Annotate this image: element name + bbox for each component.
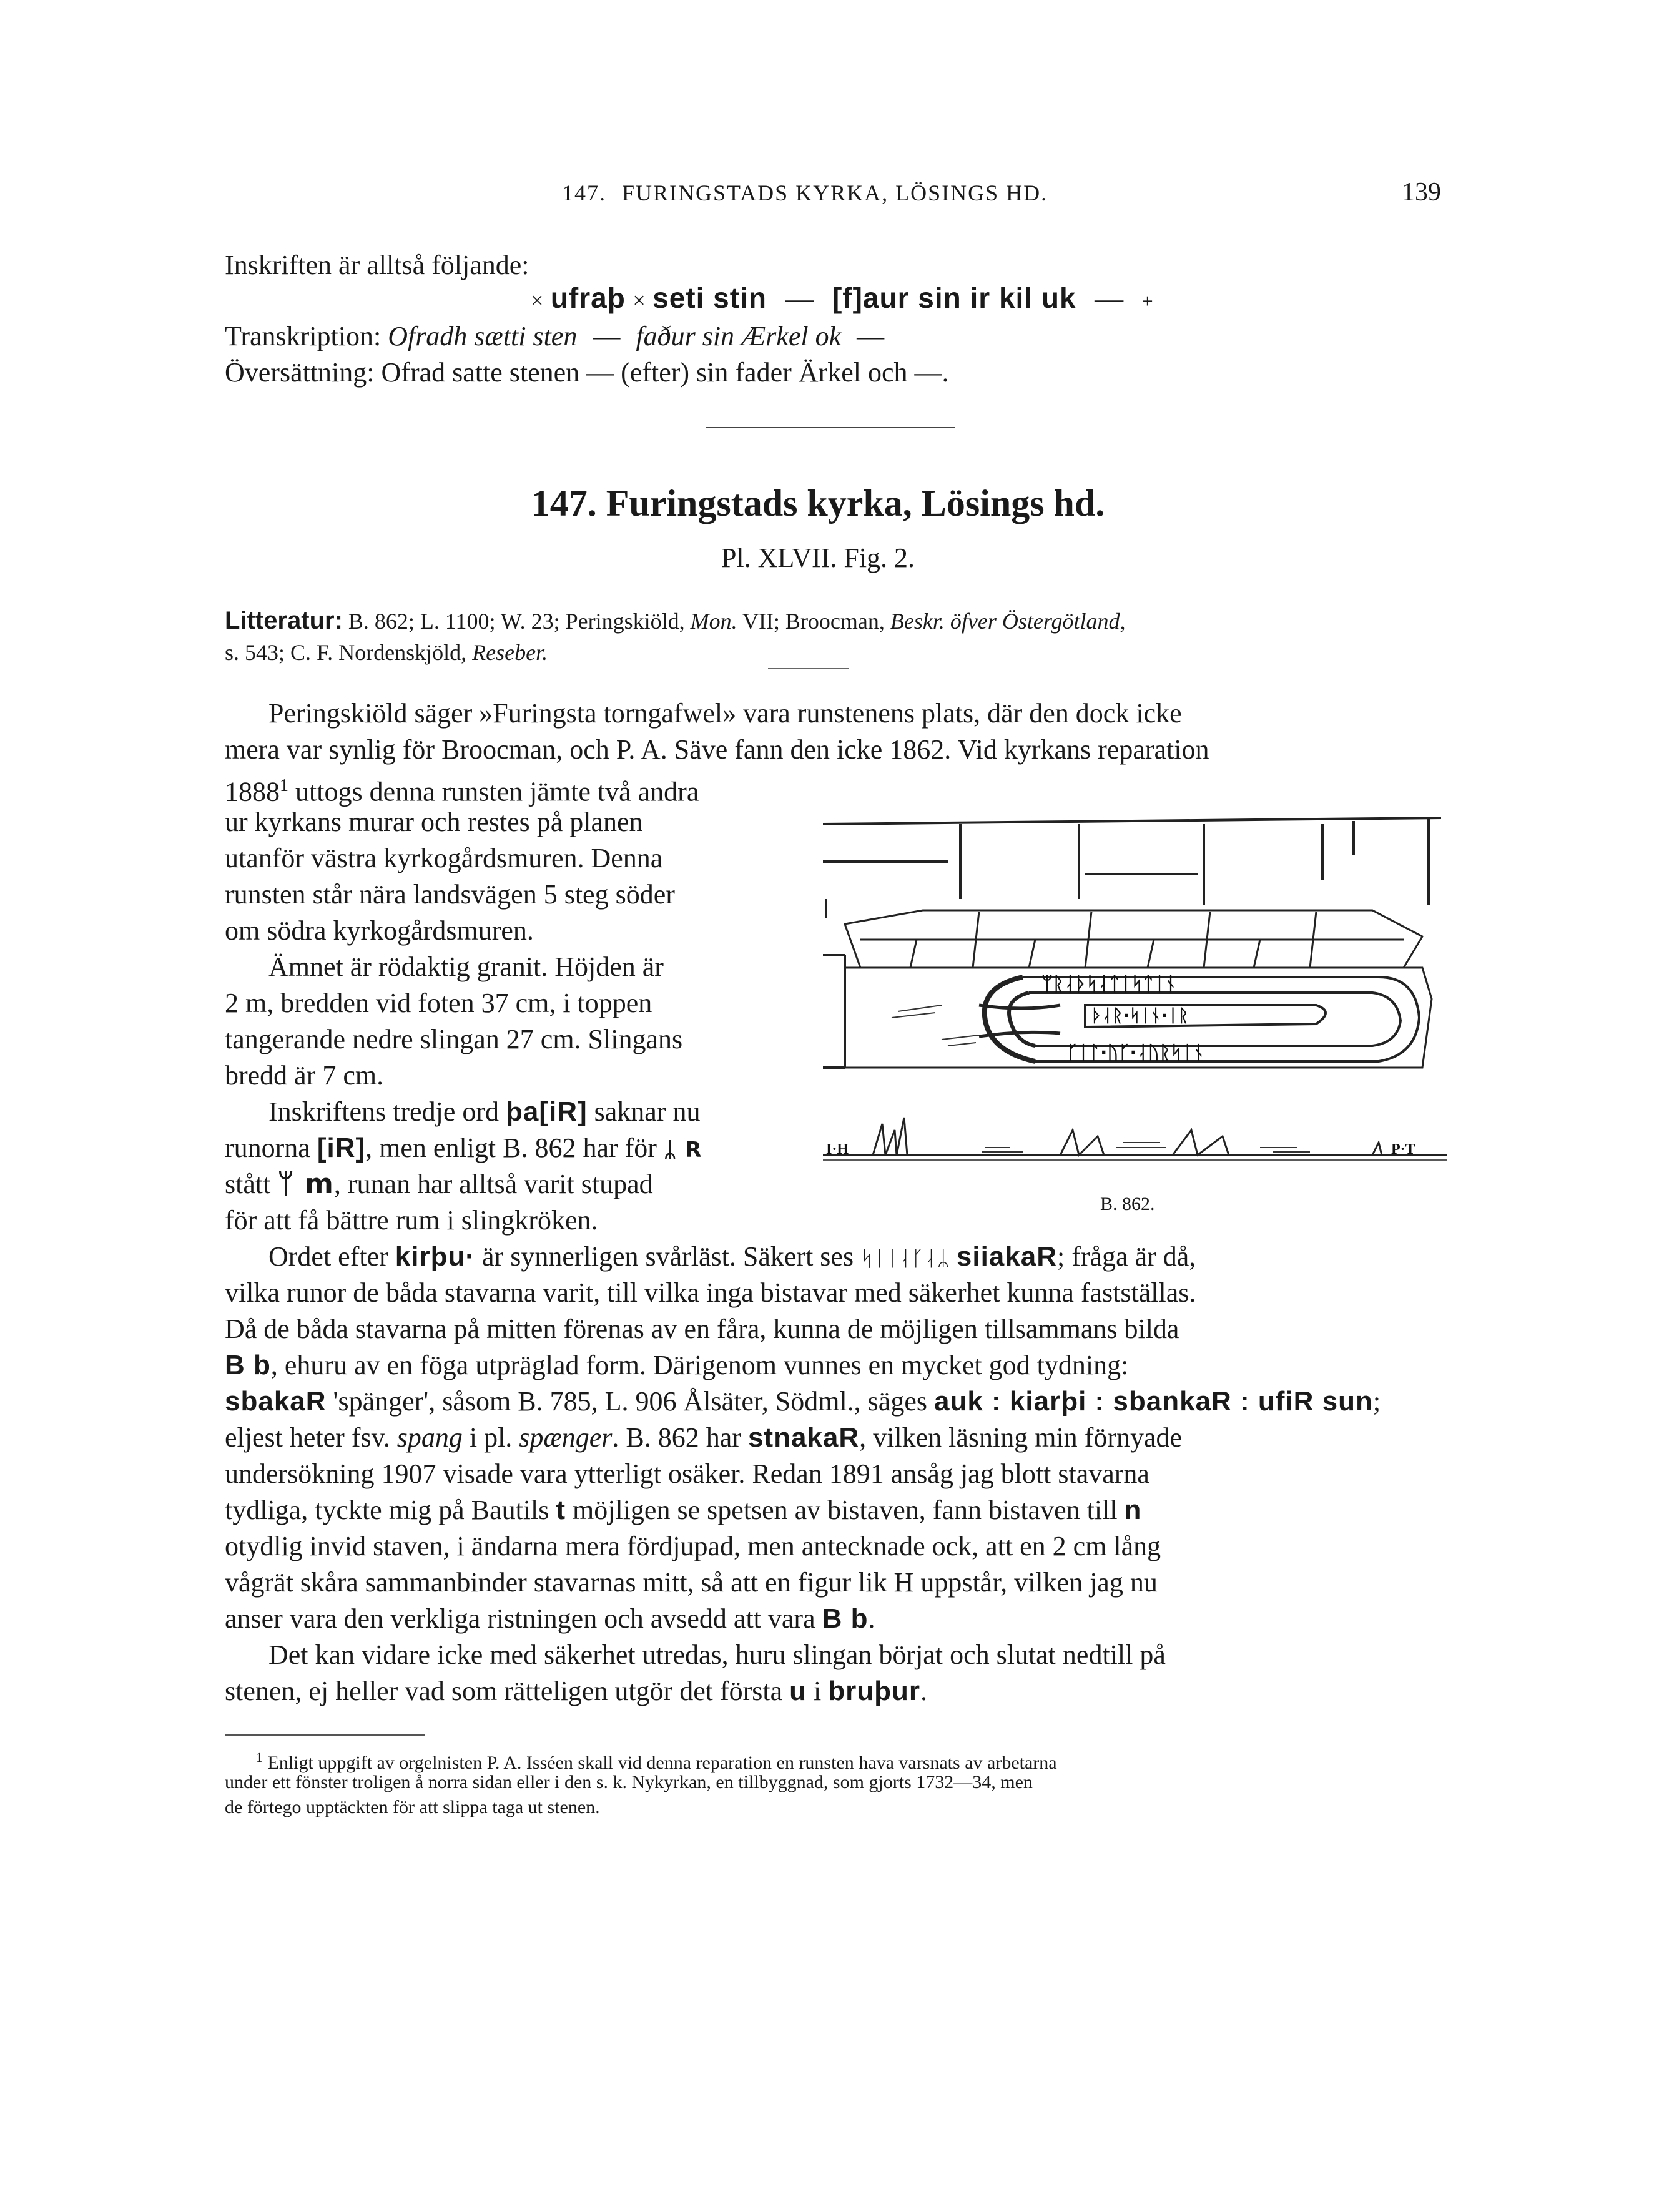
literature-title: Reseber.: [472, 640, 548, 665]
section-divider: [706, 427, 955, 428]
body-line: [225, 1239, 1486, 1277]
rune-glyph: ᛘ m: [277, 1168, 334, 1200]
runes-inner: ᚦᛆᚱ·ᛋᛁᚾ·ᛁᚱ: [1091, 1005, 1189, 1026]
footnote-mark: 1: [256, 1749, 263, 1765]
body-line: Peringskiöld säger »Furingsta torngafwel» vara runstenens plats, där den dock icke: [268, 698, 1182, 729]
lacuna-dash: —: [785, 282, 814, 314]
runic-reading: [531, 280, 1153, 319]
runic-word: u: [789, 1676, 807, 1706]
header-section-number: 147.: [562, 180, 606, 205]
runic-word: þa[iR]: [506, 1096, 588, 1127]
literature-line-2: [225, 639, 548, 666]
translation-text: Ofrad satte stenen — (efter) sin fader Ärkel och —.: [381, 357, 949, 388]
body-line: om södra kyrkogårdsmuren.: [225, 915, 534, 946]
body-text: anser vara den verkliga ristningen och avsedd att vara: [225, 1603, 822, 1634]
body-line: utanför västra kyrkogårdsmuren. Denna: [225, 843, 663, 873]
lacuna-dash: —: [1095, 282, 1124, 314]
intro-label-text: Inskriften är alltså följande:: [225, 250, 529, 280]
body-line: otydlig invid staven, i ändarna mera fördjupad, men antecknade ock, att en 2 cm lång: [225, 1531, 1161, 1561]
footnote-divider: [225, 1734, 425, 1736]
body-line: Ämnet är rödaktig granit. Höjden är: [268, 951, 664, 982]
runic-word: bruþur: [828, 1676, 921, 1706]
footnote-text: Enligt uppgift av orgelnisten P. A. Isséen skall vid denna reparation en runsten hava varsnats av arbetarna: [267, 1752, 1057, 1773]
rune-glyph: ᛦ R: [663, 1138, 702, 1163]
body-text: ; fråga är då,: [1057, 1241, 1196, 1272]
runic-word: B b: [225, 1350, 271, 1380]
body-text: .: [868, 1603, 875, 1634]
body-text: , ehuru av en föga utpräglad form. Därigenom vunnes en mycket god tydning:: [270, 1350, 1129, 1380]
footnote-ref[interactable]: 1: [280, 776, 288, 795]
plate-reference: Pl. XLVII. Fig. 2.: [721, 543, 915, 573]
translation-line: [225, 355, 1442, 391]
literature-divider: [768, 668, 849, 669]
footnote-line: de förtego upptäckten för att slippa taga ut stenen.: [225, 1797, 600, 1817]
runic-word: ufraþ: [550, 282, 626, 314]
rune-glyph: ᛋᛁᛁᛆᚴᛆᛦ: [860, 1246, 950, 1271]
body-text: . B. 862 har: [612, 1422, 748, 1453]
literature-title: Mon.: [690, 609, 737, 634]
runic-word: sbakaR: [225, 1386, 327, 1417]
literature-label: Litteratur:: [225, 607, 343, 634]
body-line: Det kan vidare icke med säkerhet utredas, huru slingan börjat och slutat nedtill på: [268, 1639, 1166, 1670]
footnote-line: under ett fönster troligen å norra sidan eller i den s. k. Nykyrkan, en tillbyggnad, som gjorts 1732—34, men: [225, 1772, 1033, 1792]
transcription-text: Ofradh sætti sten: [388, 321, 578, 351]
body-text: stått: [225, 1169, 278, 1199]
end-mark: +: [1141, 290, 1153, 312]
header-title: FURINGSTADS KYRKA, LÖSINGS HD.: [622, 180, 1048, 205]
runic-word: n: [1124, 1495, 1142, 1525]
runic-word: t: [556, 1495, 566, 1525]
runic-word: [iR]: [317, 1133, 366, 1163]
runestone-drawing: [823, 805, 1447, 1199]
page-number: 139: [1402, 178, 1441, 207]
body-text: i pl.: [462, 1422, 519, 1453]
body-text: tydliga, tyckte mig på Bautils: [225, 1495, 556, 1525]
body-text: möjligen se spetsen av bistaven, fann bistaven till: [566, 1495, 1125, 1525]
body-line: för att få bättre rum i slingkröken.: [225, 1205, 598, 1236]
runic-word: seti stin: [652, 282, 767, 314]
body-text: stenen, ej heller vad som rätteligen utgör det första: [225, 1676, 790, 1706]
body-text: ;: [1372, 1386, 1381, 1417]
body-text: , vilken läsning min förnyade: [859, 1422, 1183, 1453]
body-line: [225, 1130, 818, 1168]
runes-bottom: ᚴᛁᛚ·ᚢᚴ·ᛆᚢᚱᛋᛁᚾ: [1066, 1042, 1204, 1064]
body-line: bredd är 7 cm.: [225, 1060, 384, 1091]
figure-label-left: I·H: [826, 1141, 849, 1158]
body-line: mera var synlig för Broocman, och P. A. Säve fann den icke 1862. Vid kyrkans reparation: [225, 734, 1209, 765]
runic-word: [f]aur sin ir kil uk: [832, 282, 1076, 314]
body-text: Ordet efter: [268, 1241, 395, 1272]
body-text: runorna: [225, 1133, 317, 1163]
literature-text: s. 543; C. F. Nordenskjöld,: [225, 640, 467, 665]
literature-title: Beskr. öfver Östergötland,: [890, 609, 1126, 634]
body-text: , runan har alltså varit stupad: [333, 1169, 653, 1199]
runic-word: kirþu·: [395, 1241, 476, 1272]
lacuna-dash: —: [857, 321, 885, 351]
body-text: eljest heter fsv.: [225, 1422, 397, 1453]
runestone-figure: [823, 805, 1447, 1199]
body-line: [225, 1673, 1442, 1709]
runic-word: siiakaR: [956, 1241, 1057, 1272]
body-line: [225, 1601, 1442, 1637]
transcription-label: Transkription:: [225, 321, 382, 351]
body-line: [225, 1492, 1442, 1528]
transcription-line: [225, 318, 1442, 355]
word-divider: ×: [633, 288, 646, 313]
body-text: 'spänger', såsom B. 785, L. 906 Ålsäter, Södml., säges: [326, 1386, 934, 1417]
body-text: .: [920, 1676, 928, 1706]
body-line: Då de båda stavarna på mitten förenas av en fåra, kunna de möjligen tillsammans bilda: [225, 1314, 1179, 1344]
literature-text: B. 862; L. 1100; W. 23; Peringskiöld,: [348, 609, 685, 634]
literature-line-1: [225, 607, 1126, 635]
body-text: , men enligt B. 862 har för: [365, 1133, 664, 1163]
body-line: [225, 1384, 1442, 1420]
body-text: är synnerligen svårläst. Säkert ses: [475, 1241, 861, 1272]
body-text: saknar nu: [587, 1096, 701, 1127]
body-line: tangerande nedre slingan 27 cm. Slingans: [225, 1024, 683, 1054]
figure-label-right: P·T: [1391, 1141, 1415, 1158]
body-text: uttogs denna runsten jämte två andra: [288, 776, 699, 807]
runic-word: B b: [822, 1603, 869, 1634]
year-text: 1888: [225, 776, 280, 807]
lacuna-dash: —: [593, 321, 621, 351]
section-heading: 147. Furingstads kyrka, Lösings hd.: [531, 483, 1105, 524]
body-line: [225, 1420, 1442, 1456]
body-line: 2 m, bredden vid foten 37 cm, i toppen: [225, 988, 652, 1018]
intro-label: [225, 247, 1442, 283]
body-line: ur kyrkans murar och restes på planen: [225, 807, 643, 837]
italic-word: spænger: [519, 1422, 613, 1453]
body-text: i: [807, 1676, 829, 1706]
body-line: [225, 1166, 818, 1202]
body-line: [225, 1347, 1442, 1384]
body-line: [225, 1094, 862, 1130]
figure-caption: B. 862.: [1100, 1194, 1155, 1214]
body-line: vilka runor de båda stavarna varit, till vilka inga bistavar med säkerhet kunna fastställas.: [225, 1277, 1196, 1308]
translation-label: Översättning:: [225, 357, 375, 388]
runes-outer: ᛘᚱᛆᚦᛋᛆᛏᛁᛋᛏᛁᚾ: [1041, 973, 1176, 995]
runic-word: auk : kiarþi : sbankaR : ufiR sun: [933, 1386, 1373, 1417]
body-line: runsten står nära landsvägen 5 steg söder: [225, 879, 675, 910]
transcription-text: faður sin Ærkel ok: [636, 321, 842, 351]
body-text: Inskriftens tredje ord: [268, 1096, 506, 1127]
word-divider: ×: [531, 288, 544, 313]
running-header: [562, 180, 1048, 206]
body-line: vågrät skåra sammanbinder stavarnas mitt, så att en figur lik H uppstår, vilken jag nu: [225, 1567, 1158, 1598]
italic-word: spang: [396, 1422, 463, 1453]
literature-text: VII; Broocman,: [742, 609, 885, 634]
runic-word: stnakaR: [747, 1422, 860, 1453]
body-line: undersökning 1907 visade vara ytterligt osäker. Redan 1891 ansåg jag blott stavarna: [225, 1458, 1149, 1489]
